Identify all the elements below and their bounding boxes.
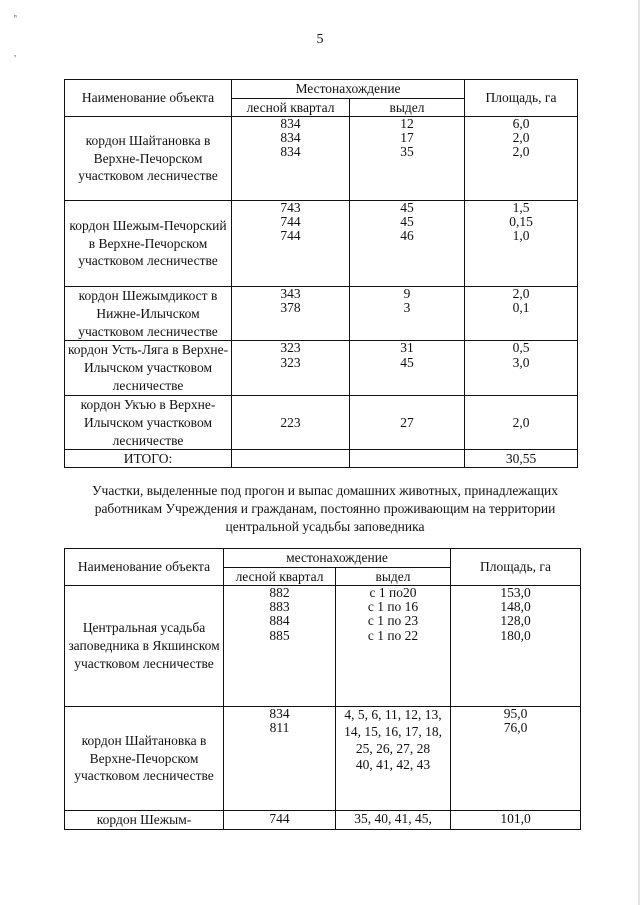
table-row	[65, 586, 581, 707]
object-name: Центральная усадьба заповедника в Якшинском участковом лесничестве	[65, 586, 224, 707]
object-name: кордон Шайтановка в Верхне-Печорском участковом лесничестве	[65, 707, 224, 811]
section-caption: Участки, выделенные под прогон и выпас домашних животных, принадлежащих работникам Учреждения и гражданам, постоянно проживающим на территории центральной усадьбы заповедника	[92, 483, 558, 534]
area-value: 76,0	[503, 720, 528, 736]
allotments-table-1	[64, 79, 578, 468]
area-value: 101,0	[451, 811, 581, 830]
area-value: 128,0	[500, 613, 531, 629]
table-row	[65, 341, 578, 395]
header-quarter: лесной квартал	[224, 568, 336, 586]
quarter-value: 744	[280, 228, 301, 244]
section-value: 27	[350, 395, 465, 449]
section-value: 3	[403, 300, 411, 316]
section-value: 31	[400, 340, 414, 356]
quarter-value: 378	[280, 300, 301, 316]
table-row	[65, 811, 581, 830]
empty-cell	[350, 450, 465, 468]
section-value: с 1 по20	[369, 585, 417, 600]
area-value: 2,0	[512, 130, 530, 146]
section-value: 35, 40, 41, 45,	[336, 811, 451, 830]
section-value: 35	[400, 144, 414, 160]
area-value: 1,0	[512, 228, 530, 244]
table-row	[65, 201, 578, 287]
header-section: выдел	[336, 568, 451, 586]
section-value: 12	[400, 116, 414, 131]
area-value: 0,1	[512, 300, 530, 316]
header-area: Площадь, га	[451, 549, 581, 586]
section-value: 17	[400, 130, 414, 146]
area-value: 0,5	[512, 340, 530, 356]
section-value: 45	[400, 354, 414, 370]
section-value: с 1 по 23	[367, 613, 419, 629]
area-value: 2,0	[512, 286, 530, 301]
quarter-value: 223	[232, 395, 350, 449]
total-row	[65, 450, 578, 468]
quarter-value: 323	[280, 354, 301, 370]
quarter-value: 323	[280, 340, 301, 356]
area-value: 2,0	[512, 144, 530, 160]
section-value: 4, 5, 6, 11, 12, 13, 14, 15, 16, 17, 18, 25, 26, 27, 28	[344, 707, 442, 756]
quarter-value: 744	[224, 811, 336, 830]
object-name: кордон Укъю в Верхне-Илычском участковом лесничестве	[65, 395, 232, 449]
area-value: 153,0	[500, 585, 531, 600]
object-name: кордон Усть-Ляга в Верхне-Илычском участковом лесничестве	[65, 341, 232, 395]
area-value: 148,0	[500, 599, 531, 615]
section-value: 46	[400, 228, 414, 244]
table-row	[65, 287, 578, 341]
area-value: 2,0	[465, 395, 578, 449]
quarter-value: 834	[280, 116, 301, 131]
table-row	[65, 395, 578, 449]
object-name: кордон Шежым-Печорский в Верхне-Печорском участковом лесничестве	[65, 201, 232, 287]
object-name: кордон Шайтановка в Верхне-Печорском участковом лесничестве	[65, 117, 232, 201]
quarter-value: 834	[280, 130, 301, 146]
header-area: Площадь, га	[465, 80, 578, 117]
header-location: Местонахождение	[232, 80, 465, 99]
quarter-value: 743	[280, 200, 301, 215]
quarter-value: 343	[280, 286, 301, 301]
quarter-value: 834	[269, 706, 290, 721]
area-value: 180,0	[500, 627, 531, 643]
table-row	[65, 707, 581, 811]
header-quarter: лесной квартал	[232, 99, 350, 117]
area-value: 6,0	[512, 116, 530, 131]
header-name: Наименование объекта	[65, 80, 232, 117]
scan-mark: ⁿ	[14, 12, 17, 22]
area-value: 0,15	[509, 214, 533, 230]
object-name: кордон Шежымдикост в Нижне-Илычском участковом лесничестве	[65, 287, 232, 341]
object-name: кордон Шежым-	[65, 811, 224, 830]
area-value: 3,0	[512, 354, 530, 370]
quarter-value: 811	[269, 720, 290, 736]
allotments-table-2	[64, 548, 581, 830]
quarter-value: 884	[269, 613, 290, 629]
header-name: Наименование объекта	[65, 549, 224, 586]
page-number: 5	[316, 32, 324, 47]
header-section: выдел	[350, 99, 465, 117]
section-value: 40, 41, 42, 43	[355, 756, 431, 772]
quarter-value: 885	[269, 627, 290, 643]
quarter-value: 834	[280, 144, 301, 160]
area-value: 1,5	[512, 200, 530, 215]
total-label: ИТОГО:	[65, 450, 232, 468]
quarter-value: 883	[269, 599, 290, 615]
table-row	[65, 117, 578, 201]
quarter-value: 882	[269, 585, 290, 600]
header-location: местонахождение	[224, 549, 451, 568]
section-value: 45	[400, 214, 414, 230]
total-value: 30,55	[465, 450, 578, 468]
section-value: 9	[403, 286, 411, 301]
scan-mark: ,	[14, 48, 17, 58]
section-value: с 1 по 22	[367, 627, 419, 643]
section-value: с 1 по 16	[367, 599, 419, 615]
quarter-value: 744	[280, 214, 301, 230]
empty-cell	[232, 450, 350, 468]
area-value: 95,0	[503, 706, 528, 721]
section-value: 45	[400, 200, 414, 215]
